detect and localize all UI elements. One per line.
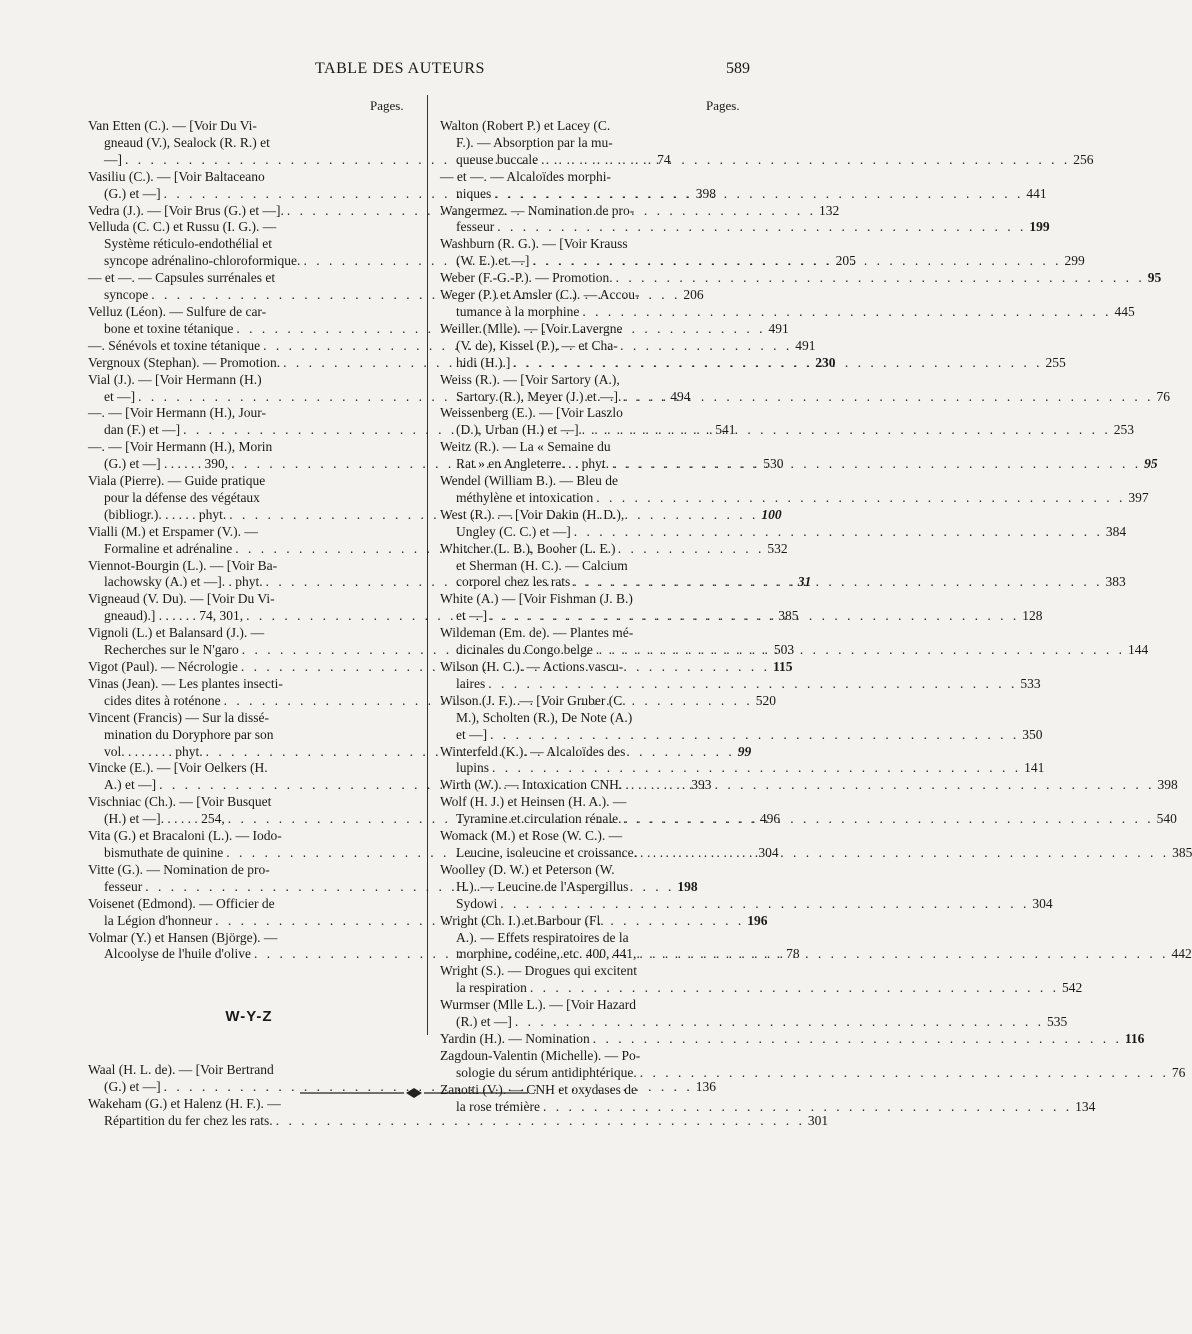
- entry-line: [440, 185, 1047, 203]
- entry-line: [88, 760, 410, 777]
- entry-text: fesseur: [456, 219, 495, 235]
- entry-line: [440, 135, 740, 152]
- dot-leader: [582, 422, 1111, 439]
- entry-text: (R.) et —]: [456, 1014, 512, 1030]
- dot-leader: [490, 727, 1019, 744]
- entry-line: [440, 693, 740, 710]
- entry-line: [88, 118, 410, 135]
- entry-text: Système réticulo-endothélial et: [104, 236, 272, 252]
- entry-page: 532: [767, 540, 788, 556]
- dot-leader: [530, 980, 1059, 997]
- entry-text: (G.) et —]: [104, 185, 161, 201]
- entry-text: Wirth (W.). — Intoxication CNH.: [440, 777, 623, 793]
- entry-page: 115: [773, 659, 793, 674]
- entry-text: Sydowi: [456, 895, 498, 911]
- entry-line: [440, 1098, 1096, 1116]
- entry-text: (D.), Urban (H.) et —]: [456, 422, 579, 438]
- entry-page: 255: [1045, 354, 1066, 370]
- entry-line: [88, 930, 410, 947]
- entry-text: et —]: [104, 388, 136, 404]
- entry-text: Wakeham (G.) et Halenz (H. F.). —: [88, 1096, 281, 1112]
- dot-leader: [532, 253, 1061, 270]
- entry-text: bismuthate de quinine: [104, 844, 224, 860]
- dot-leader: [593, 1031, 1122, 1048]
- entry-text: syncope adrénalino-chloroformique.: [104, 253, 301, 269]
- index-entry: [440, 118, 1094, 169]
- entry-page: 491: [768, 320, 789, 336]
- entry-text: morphine, codéine, etc. 400, 441,: [456, 946, 637, 962]
- entry-page: 99: [737, 743, 752, 759]
- entry-text: M.), Scholten (R.), De Note (A.): [456, 709, 633, 725]
- entry-text: Winterfeld (K.). — Alcaloïdes des: [440, 743, 626, 759]
- entry-text: la rose trémière: [456, 1098, 540, 1114]
- entry-text: sologie du sérum antidiphtérique.: [456, 1064, 637, 1080]
- entry-page: 533: [1020, 675, 1041, 691]
- entry-text: Wangermez. — Nomination de pro-: [440, 202, 635, 218]
- dot-leader: [596, 490, 1125, 507]
- dot-leader: [625, 777, 1154, 794]
- entry-page: 76: [1171, 1064, 1186, 1080]
- entry-text: —. — [Voir Hermann (H.), Jour-: [88, 405, 266, 421]
- dot-leader: [596, 642, 1125, 659]
- dot-leader: [616, 270, 1145, 287]
- entry-line: [440, 1014, 1068, 1031]
- entry-line: [440, 118, 740, 135]
- entry-page: 398: [1157, 777, 1178, 793]
- entry-line: [88, 794, 410, 811]
- dot-leader: [276, 1113, 805, 1130]
- entry-line: [88, 558, 410, 575]
- entry-text: mination du Doryphore par son: [104, 726, 274, 742]
- entry-text: Vigneaud (V. Du). — [Voir Du Vi-: [88, 591, 275, 607]
- entry-text: A.). — Effets respiratoires de la: [456, 929, 629, 945]
- entry-line: [440, 879, 740, 896]
- entry-page: 393: [691, 777, 712, 793]
- dot-leader: [639, 946, 1168, 963]
- entry-line: [440, 203, 740, 220]
- entry-line: [440, 439, 740, 456]
- entry-page: 100: [761, 506, 782, 522]
- entry-text: la Légion d'honneur: [104, 912, 213, 928]
- entry-line: [440, 372, 740, 389]
- entry-text: Vita (G.) et Bracaloni (L.). — Iodo-: [88, 828, 282, 844]
- entry-text: Recherches sur le N'garo: [104, 642, 239, 658]
- entry-text: Weiller (Mlle). — [Voir Lavergne: [440, 320, 623, 336]
- entry-line: [440, 659, 740, 676]
- entry-page: 530: [763, 456, 784, 472]
- entry-text: Velluda (C. C.) et Russu (I. G.). —: [88, 219, 277, 235]
- entry-page: 445: [1114, 303, 1135, 319]
- dot-leader: [640, 1065, 1169, 1082]
- entry-text: corporel chez les rats: [456, 574, 571, 590]
- entry-text: hidi (H.).]: [456, 354, 511, 370]
- entry-text: (W. E.) et —]: [456, 253, 530, 269]
- entry-line: [440, 726, 1043, 744]
- entry-text: Vial (J.). — [Voir Hermann (H.): [88, 371, 262, 387]
- entry-text: Van Etten (C.). — [Voir Du Vi-: [88, 118, 257, 133]
- entry-text: Washburn (R. G.). — [Voir Krauss: [440, 236, 628, 252]
- entry-text: pour la défense des végétaux: [104, 489, 260, 505]
- entry-text: gneaud).] . . . . . . 74, 301,: [104, 608, 244, 624]
- dot-leader: [640, 845, 1169, 862]
- entry-page: 385: [778, 608, 799, 624]
- entry-line: [440, 338, 740, 355]
- index-entry: [440, 371, 1170, 406]
- entry-text: Woolley (D. W.) et Peterson (W.: [440, 861, 615, 877]
- entry-line: [440, 777, 1178, 794]
- entry-page: 76: [1156, 388, 1170, 404]
- entry-text: laires: [456, 675, 486, 691]
- entry-line: [88, 490, 410, 507]
- entry-text: Vinas (Jean). — Les plantes insecti-: [88, 675, 283, 691]
- index-entry: [440, 777, 1178, 794]
- entry-page: 541: [715, 422, 736, 438]
- entry-line: [88, 828, 410, 845]
- entry-line: [440, 541, 740, 558]
- entry-text: Viennot-Bourgin (L.). — [Voir Ba-: [88, 557, 278, 573]
- entry-text: (G.) et —] . . . . . . 390,: [104, 456, 229, 472]
- entry-text: White (A.) — [Voir Fishman (J. B.): [440, 591, 633, 607]
- entry-text: tumance à la morphine: [456, 303, 580, 319]
- entry-text: Sartory (R.), Meyer (J.) et —].: [456, 388, 622, 404]
- entry-page: 540: [1156, 811, 1177, 827]
- entry-line: [440, 1030, 1145, 1048]
- entry-page: 441: [1026, 185, 1047, 201]
- entry-line: [440, 710, 740, 727]
- entry-text: Wurmser (Mlle L.). — [Voir Hazard: [440, 997, 637, 1013]
- entry-line: [440, 321, 740, 338]
- entry-page: 350: [1022, 726, 1043, 742]
- entry-page: 304: [1032, 895, 1053, 911]
- entry-page: 253: [1113, 422, 1134, 438]
- ornament-divider: [300, 1086, 528, 1100]
- page-title: TABLE DES AUTEURS: [315, 60, 485, 77]
- entry-text: Leucine, isoleucine et croissance.: [456, 844, 638, 860]
- entry-text: Womack (M.) et Rose (W. C.). —: [440, 828, 623, 844]
- entry-line: [88, 439, 410, 456]
- entry-line: [88, 270, 410, 287]
- entry-text: Zagdoun-Valentin (Michelle). — Po-: [440, 1047, 641, 1063]
- index-entry: [440, 405, 1134, 439]
- entry-text: dan (F.) et —]: [104, 422, 181, 438]
- entry-line: [440, 794, 740, 811]
- entry-line: [440, 913, 740, 930]
- entry-page: 542: [1061, 980, 1083, 996]
- entry-text: Wildeman (Em. de). — Plantes mé-: [440, 625, 634, 641]
- entry-text: Vignoli (L.) et Balansard (J.). —: [88, 625, 265, 641]
- dot-leader: [573, 574, 1102, 591]
- entry-page: 491: [795, 337, 816, 353]
- entry-line: [440, 523, 1127, 541]
- entry-page: 383: [1105, 574, 1126, 590]
- entry-line: [440, 270, 1162, 287]
- entry-page: 78: [786, 946, 800, 962]
- entry-text: lachowsky (A.) et —]. . phyt.: [104, 574, 263, 590]
- dot-leader: [582, 304, 1111, 321]
- dot-leader: [624, 811, 1153, 828]
- entry-text: (H.) et —]. . . . . . 254,: [104, 811, 225, 827]
- entry-line: [88, 405, 410, 422]
- index-entry: [440, 997, 1068, 1031]
- entry-line: [440, 388, 1170, 406]
- entry-text: Formaline et adrénaline: [104, 540, 233, 556]
- entry-text: et —]: [456, 608, 488, 624]
- dot-leader: [515, 1014, 1044, 1031]
- entry-line: [440, 997, 740, 1014]
- entry-line: [88, 372, 410, 389]
- entry-line: [440, 1064, 1186, 1082]
- entry-text: —. — [Voir Hermann (H.), Morin: [88, 439, 273, 455]
- entry-text: fesseur: [104, 878, 143, 894]
- entry-text: Vialli (M.) et Erspamer (V.). —: [88, 523, 258, 539]
- entry-page: 301: [807, 1112, 829, 1128]
- entry-line: [88, 1062, 410, 1079]
- entry-text: Vasiliu (C.). — [Voir Baltaceano: [88, 168, 265, 184]
- entry-text: Walton (Robert P.) et Lacey (C.: [440, 118, 611, 133]
- entry-line: [88, 896, 410, 913]
- entry-line: [440, 744, 740, 761]
- entry-text: cides dites à roténone: [104, 692, 221, 708]
- entry-line: [88, 304, 410, 321]
- entry-line: [88, 676, 410, 693]
- entry-text: syncope: [104, 287, 149, 303]
- entry-line: [440, 895, 1053, 913]
- entry-text: (V. de), Kissel (P.), — et Cha-: [456, 337, 618, 353]
- entry-text: Tyramine et circulation rénale.: [456, 811, 622, 827]
- entry-line: [88, 219, 410, 236]
- entry-text: vol. . . . . . . . phyt.: [104, 743, 203, 759]
- entry-line: [440, 1048, 740, 1065]
- entry-page: 199: [1029, 219, 1050, 235]
- entry-text: queuse buccale: [456, 151, 539, 167]
- entry-text: H.). — Leucine de l'Aspergillus: [456, 878, 629, 894]
- entry-line: [440, 303, 1135, 321]
- entry-text: Waal (H. L. de). — [Voir Bertrand: [88, 1062, 274, 1078]
- entry-line: [88, 524, 410, 541]
- entry-line: [440, 422, 1134, 439]
- entry-line: [88, 625, 410, 642]
- dot-leader: [543, 1099, 1072, 1116]
- pages-label-left: Pages.: [370, 98, 404, 113]
- entry-line: [440, 405, 740, 422]
- entry-text: —]: [104, 151, 122, 167]
- entry-line: [440, 287, 740, 304]
- entry-text: Vergnoux (Stephan). — Promotion.: [88, 354, 281, 370]
- entry-page: 442: [1171, 946, 1192, 962]
- pages-label-right: Pages.: [706, 98, 740, 113]
- entry-page: 144: [1127, 642, 1149, 658]
- entry-page: 116: [1124, 1030, 1145, 1046]
- entry-line: [440, 675, 1041, 693]
- dot-leader: [574, 524, 1103, 541]
- entry-text: Weber (F.-G.-P.). — Promotion.: [440, 270, 613, 286]
- index-entry: [440, 963, 1083, 997]
- entry-text: Wendel (William B.). — Bleu de: [440, 473, 618, 489]
- entry-page: 141: [1024, 760, 1045, 776]
- entry-text: Vincke (E.). — [Voir Oelkers (H.: [88, 760, 268, 776]
- entry-page: 494: [670, 388, 691, 404]
- entry-text: Vedra (J.). — [Voir Brus (G.) et —].: [88, 202, 284, 218]
- dot-leader: [612, 456, 1141, 473]
- entry-text: lupins: [456, 760, 490, 776]
- entry-line: [440, 489, 1149, 507]
- entry-line: [88, 710, 410, 727]
- entry-line: [88, 862, 410, 879]
- dot-leader: [488, 676, 1017, 693]
- entry-page: 136: [695, 1079, 716, 1095]
- entry-text: et —]: [456, 726, 488, 742]
- entry-line: [440, 236, 740, 253]
- entry-page: 134: [1075, 1098, 1096, 1114]
- index-entry: [440, 861, 1053, 913]
- index-entry: [440, 287, 1135, 321]
- entry-text: la respiration: [456, 980, 527, 996]
- entry-text: West (R.). — [Voir Dakin (H. D.),: [440, 506, 625, 522]
- entry-line: [88, 169, 410, 186]
- entry-text: Rat » en Angleterre. . . phyt.: [456, 456, 609, 472]
- entry-text: —. Sénévols et toxine tétanique: [88, 337, 261, 353]
- section-heading: W-Y-Z: [225, 1008, 273, 1026]
- entry-line: [440, 862, 740, 879]
- entry-page: 503: [773, 642, 795, 658]
- entry-text: Whitcher (L. B.), Booher (L. E.): [440, 540, 616, 556]
- entry-page: 95: [1147, 270, 1162, 286]
- entry-line: [88, 135, 410, 152]
- index-entry: [440, 1030, 1145, 1048]
- dot-leader: [541, 152, 1070, 169]
- entry-text: — et —. — Alcaloïdes morphi-: [440, 168, 611, 184]
- entry-text: Zanotti (V.). — CNH et oxydases de: [440, 1081, 637, 1097]
- entry-text: Yardin (H.). — Nomination: [440, 1030, 590, 1046]
- entry-text: dicinales du Congo belge: [456, 642, 593, 658]
- entry-page: 398: [695, 185, 716, 201]
- entry-page: 304: [758, 844, 779, 860]
- entry-text: Wilson (J. F.). — [Voir Gruber (C.: [440, 692, 626, 708]
- entry-text: Alcoolyse de l'huile d'olive: [104, 946, 251, 962]
- entry-text: gneaud (V.), Sealock (R. R.) et: [104, 134, 270, 150]
- entry-text: Wilson (H. C.). — Actions vascu-: [440, 659, 624, 674]
- entry-page: 535: [1046, 1014, 1068, 1030]
- entry-line: [440, 219, 1050, 236]
- entry-page: 206: [683, 287, 704, 303]
- entry-text: Velluz (Léon). — Sulfure de car-: [88, 303, 267, 319]
- entry-text: méthylène et intoxication: [456, 489, 594, 505]
- entry-page: 31: [797, 574, 812, 590]
- entry-text: Voisenet (Edmond). — Officier de: [88, 895, 275, 911]
- entry-page: 397: [1128, 489, 1149, 505]
- entry-text: Ungley (C. C.) et —]: [456, 523, 571, 539]
- entry-page: 132: [818, 202, 840, 218]
- entry-line: [440, 625, 740, 642]
- entry-text: Wright (S.). — Drogues qui excitent: [440, 963, 638, 979]
- entry-text: et Sherman (H. C.). — Calcium: [456, 557, 628, 573]
- dot-leader: [492, 760, 1021, 777]
- entry-line: [440, 930, 740, 947]
- entry-line: [88, 473, 410, 490]
- dot-leader: [513, 355, 1042, 372]
- entry-line: [88, 1112, 829, 1130]
- entry-text: Viala (Pierre). — Guide pratique: [88, 473, 266, 489]
- entry-text: Weger (P.) et Amsler (C.). — Accou-: [440, 287, 640, 303]
- entry-text: (bibliogr.). . . . . . phyt.: [104, 506, 227, 522]
- entry-text: Weissenberg (E.). — [Voir Laszlo: [440, 405, 623, 421]
- entry-line: [440, 151, 1094, 169]
- entry-text: Répartition du fer chez les rats.: [104, 1112, 273, 1128]
- dot-leader: [624, 389, 1153, 406]
- entry-page: 95: [1144, 456, 1158, 472]
- entry-page: 74: [657, 151, 671, 167]
- entry-line: [440, 507, 740, 524]
- index-entry: [440, 473, 1149, 507]
- entry-line: [88, 591, 410, 608]
- index-entry: [440, 270, 1162, 287]
- entry-text: Wright (Ch. I.) et Barbour (Fl.: [440, 912, 604, 928]
- dot-leader: [497, 219, 1026, 236]
- entry-line: [440, 169, 740, 186]
- entry-text: A.) et —]: [104, 777, 157, 793]
- page-number: 589: [726, 60, 750, 77]
- entry-line: [88, 236, 410, 253]
- entry-page: 256: [1073, 151, 1094, 167]
- entry-text: Vitte (G.). — Nomination de pro-: [88, 861, 270, 877]
- entry-text: Volmar (Y.) et Hansen (Björge). —: [88, 929, 278, 945]
- dot-leader: [494, 186, 1023, 203]
- dot-leader: [490, 608, 1019, 625]
- entry-page: 196: [747, 912, 768, 928]
- entry-text: Weitz (R.). — La « Semaine du: [440, 439, 611, 455]
- entry-page: 384: [1105, 523, 1127, 539]
- entry-line: [440, 473, 740, 490]
- entry-line: [440, 963, 740, 980]
- entry-text: niques: [456, 185, 492, 201]
- entry-page: 230: [815, 354, 836, 370]
- entry-page: 128: [1022, 608, 1043, 624]
- entry-line: [440, 558, 740, 575]
- entry-text: F.). — Absorption par la mu-: [456, 134, 613, 150]
- entry-line: [88, 727, 410, 744]
- entry-page: 496: [759, 811, 781, 827]
- entry-text: Weiss (R.). — [Voir Sartory (A.),: [440, 371, 620, 387]
- entry-line: [440, 760, 1045, 777]
- entry-text: Wolf (H. J.) et Heinsen (H. A.). —: [440, 794, 627, 810]
- entry-text: Vigot (Paul). — Nécrologie: [88, 659, 238, 674]
- entry-page: 299: [1064, 253, 1085, 269]
- dot-leader: [500, 896, 1029, 913]
- index-entry: [440, 1047, 1186, 1082]
- entry-text: — et —. — Capsules surrénales et: [88, 270, 276, 286]
- entry-page: 385: [1172, 844, 1192, 860]
- entry-line: [440, 591, 740, 608]
- entry-page: 198: [677, 878, 698, 894]
- entry-page: 205: [835, 253, 856, 269]
- index-entry: [440, 168, 1047, 203]
- entry-text: bone et toxine tétanique: [104, 320, 234, 336]
- entry-text: (G.) et —]: [104, 1079, 161, 1095]
- entry-page: 520: [755, 692, 776, 708]
- entry-text: Vincent (Francis) — Sur la dissé-: [88, 709, 270, 725]
- entry-line: [440, 980, 1083, 997]
- entry-line: [440, 828, 740, 845]
- entry-text: Vischniac (Ch.). — [Voir Busquet: [88, 794, 272, 810]
